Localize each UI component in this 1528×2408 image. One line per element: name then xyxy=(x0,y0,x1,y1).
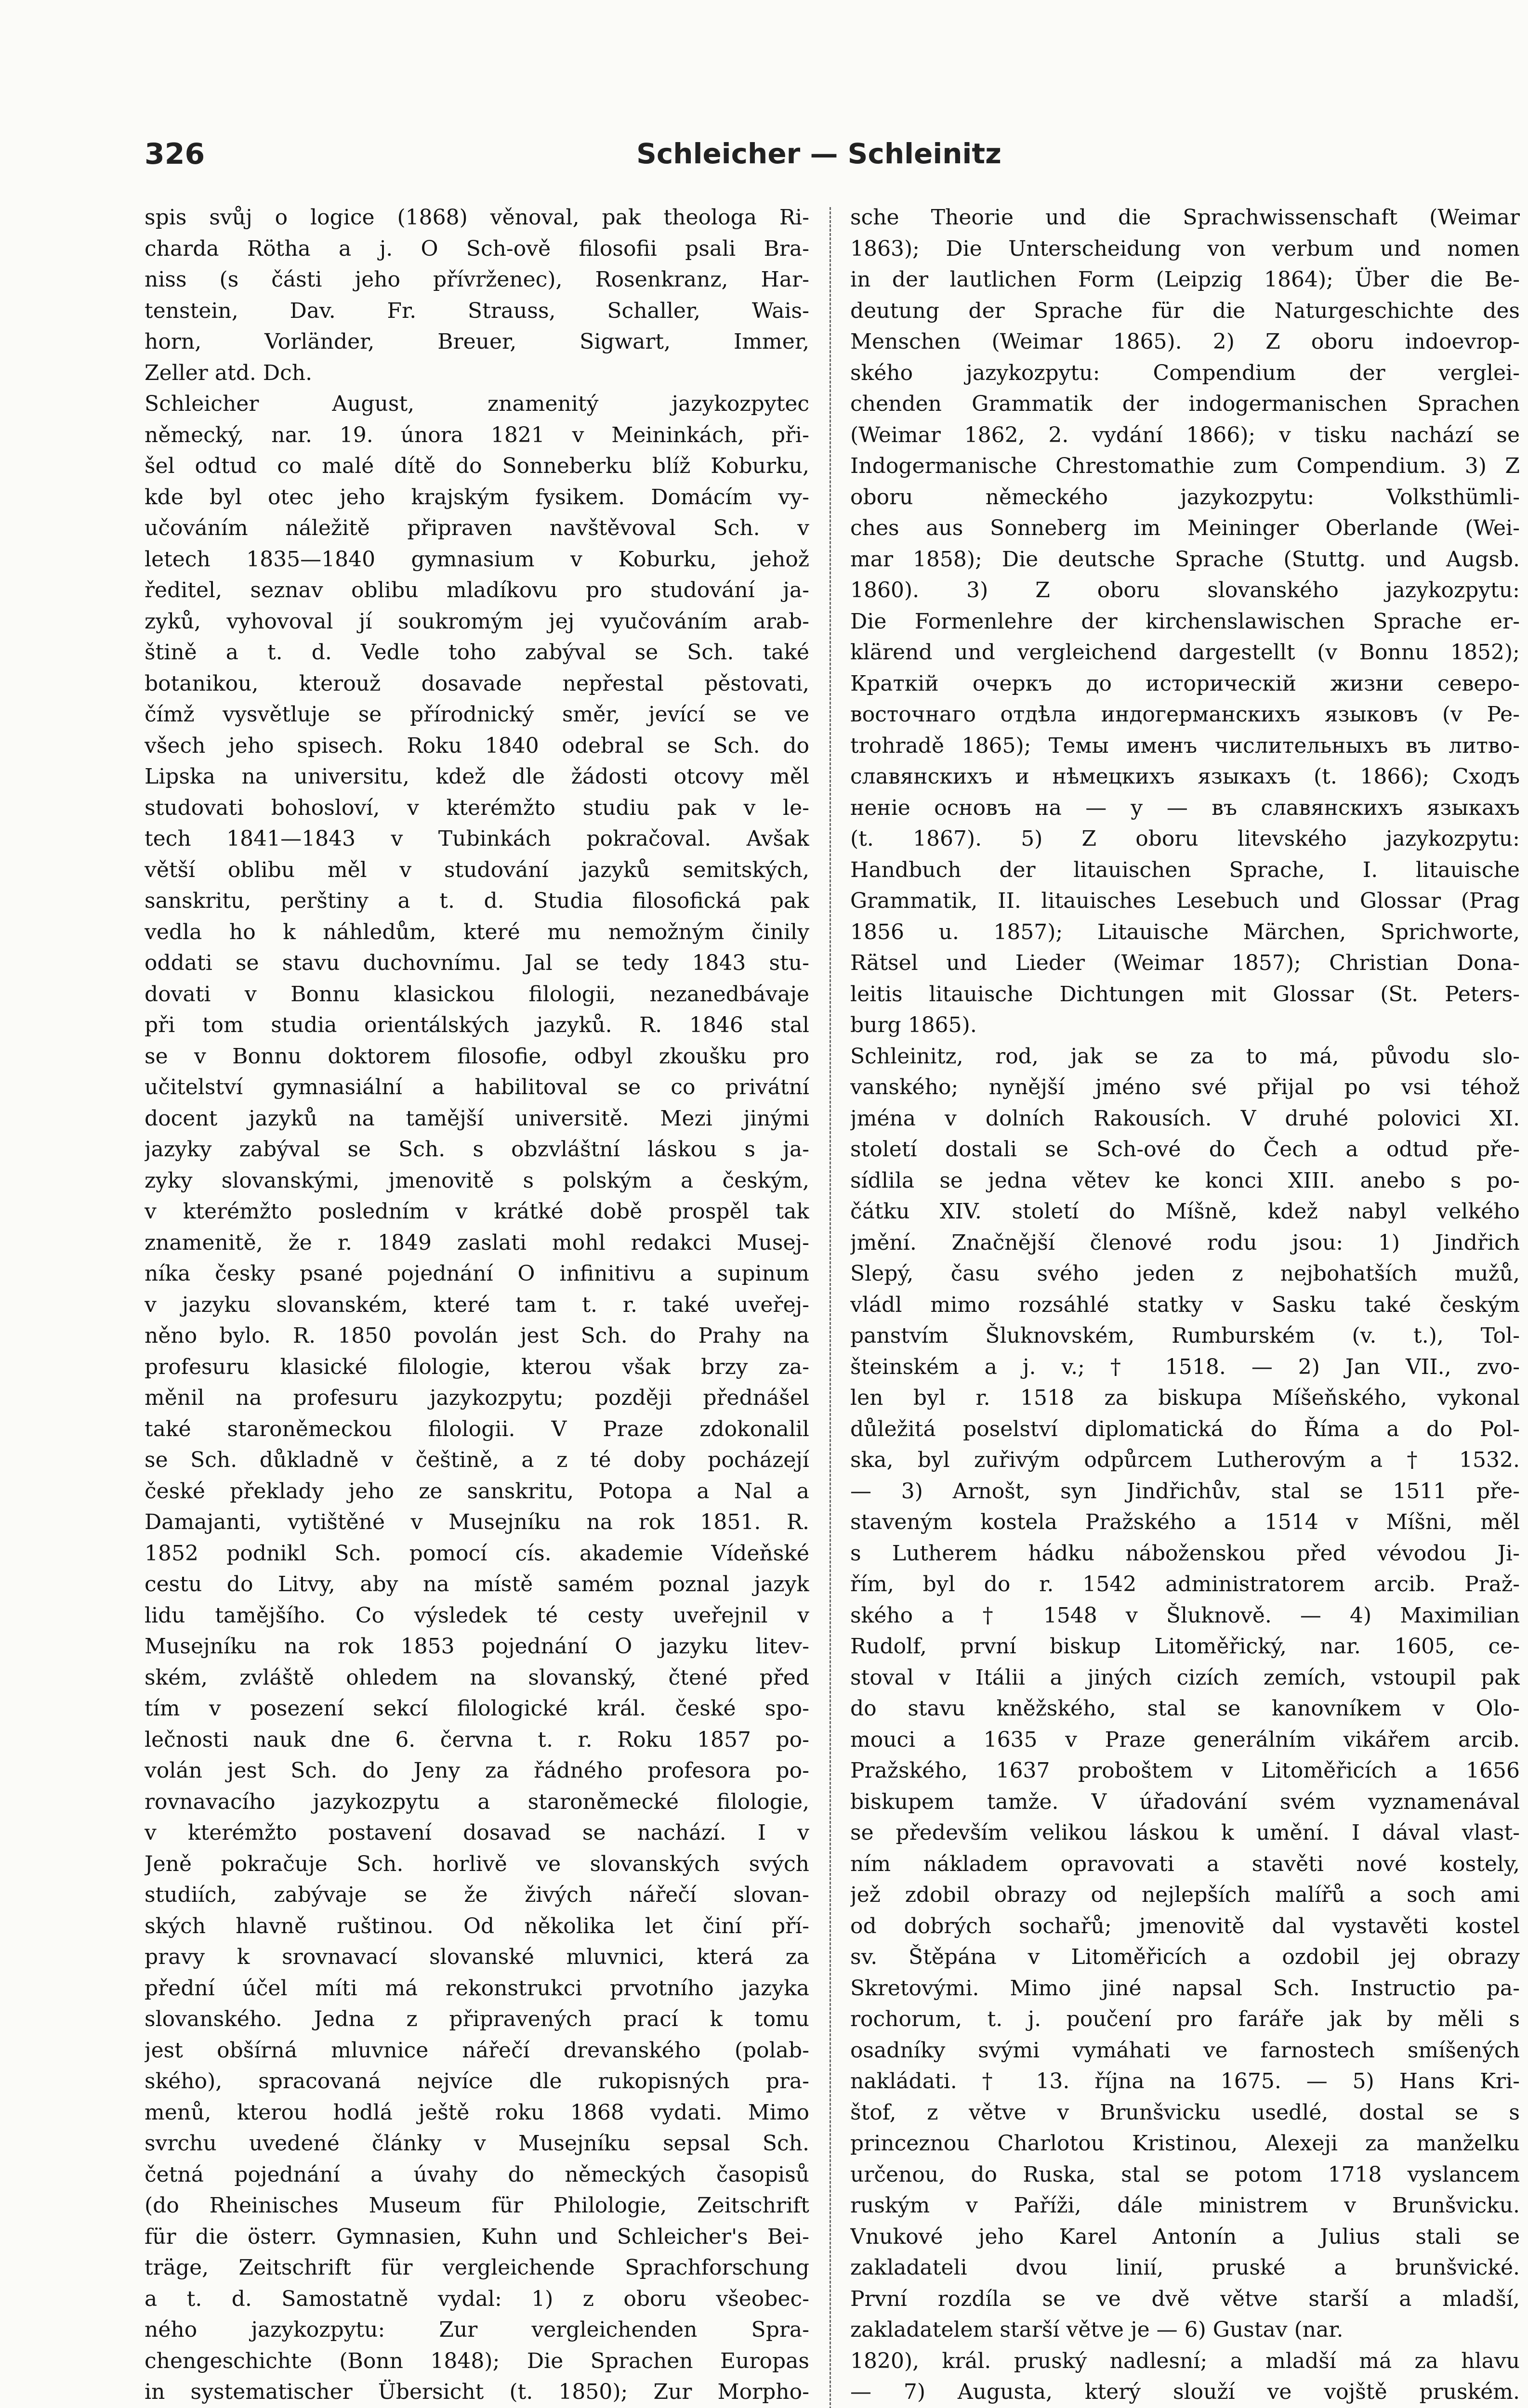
text-line: ruským v Paříži, dále ministrem v Brunšvicku. xyxy=(850,2193,1520,2218)
text-line: zyky slovanskými, jmenovitě s polským a českým, xyxy=(145,1168,809,1193)
text-line: jest obšírná mluvnice nářečí drevanského (polab- xyxy=(145,2038,809,2063)
text-line: určenou, do Ruska, stal se potom 1718 vyslancem xyxy=(850,2162,1520,2187)
text-line: osadníky svými vymáhati ve farnostech smíšených xyxy=(850,2038,1520,2063)
text-line: trohradě 1865); Темы именъ числительныхъ въ литво- xyxy=(850,733,1520,758)
text-line: (Weimar 1862, 2. vydání 1866); v tisku nachází se xyxy=(850,422,1520,447)
text-line: princeznou Charlotou Kristinou, Alexeji za manželku xyxy=(850,2131,1520,2156)
text-line: s Lutherem hádku náboženskou před vévodou Ji- xyxy=(850,1541,1520,1566)
text-line: učováním náležitě připraven navštěvoval Sch. v xyxy=(145,516,809,540)
text-line: charda Rötha a j. O Sch-ově filosofii psali Bra- xyxy=(145,236,809,261)
text-line: jazyky zabýval se Sch. s obzvláštní láskou s ja- xyxy=(145,1137,809,1162)
text-line: ska, byl zuřivým odpůrcem Lutherovým a † 1532. xyxy=(850,1448,1520,1472)
text-line: chenden Grammatik der indogermanischen Sprachen xyxy=(850,392,1520,416)
text-line: horn, Vorländer, Breuer, Sigwart, Immer, xyxy=(145,329,809,354)
text-line: tím v posezení sekcí filologické král. české spo- xyxy=(145,1696,809,1721)
text-line: Indogermanische Chrestomathie zum Compendium. 3) Z xyxy=(850,454,1520,478)
text-line: německý, nar. 19. února 1821 v Meininkách, při- xyxy=(145,422,809,447)
text-line: sv. Štěpána v Litoměřicích a ozdobil jej obrazy xyxy=(850,1945,1520,1969)
text-line: níka česky psané pojednání O infinitivu a supinum xyxy=(145,1261,809,1286)
text-line: zakladateli dvou linií, pruské a brunšvické. xyxy=(850,2255,1520,2280)
text-line: Slepý, času svého jeden z nejbohatších mužů, xyxy=(850,1261,1520,1286)
text-line: dovati v Bonnu klasickou filologii, nezanedbávaje xyxy=(145,982,809,1007)
text-line: v kterémžto posledním v krátké době prospěl tak xyxy=(145,1199,809,1224)
text-line: jména v dolních Rakousích. V druhé polovici XI. xyxy=(850,1106,1520,1131)
text-line: sche Theorie und die Sprachwissenschaft (Weimar xyxy=(850,205,1520,230)
text-line: spis svůj o logice (1868) věnoval, pak theologa Ri- xyxy=(145,205,809,230)
text-line: větší oblibu měl v studování jazyků semitských, xyxy=(145,857,809,882)
text-line: vládl mimo rozsáhlé statky v Sasku také českým xyxy=(850,1292,1520,1317)
text-line: slovanského. Jedna z připravených prací k tomu xyxy=(145,2007,809,2031)
text-line: leitis litauische Dichtungen mit Glossar (St. Peters- xyxy=(850,982,1520,1007)
text-line: šel odtud co malé dítě do Sonneberku blíž Koburku, xyxy=(145,454,809,478)
text-line: in der lautlichen Form (Leipzig 1864); Über die Be- xyxy=(850,267,1520,292)
text-line: Lipska na universitu, kdež dle žádosti otcovy měl xyxy=(145,764,809,789)
text-line: přední účel míti má rekonstrukci prvotního jazyka xyxy=(145,1976,809,2001)
running-head: Schleicher — Schleinitz xyxy=(636,137,1001,170)
text-line: zakladatelem starší větve je — 6) Gustav (nar. xyxy=(850,2317,1344,2342)
text-line: Handbuch der litauischen Sprache, I. litauische xyxy=(850,857,1520,882)
text-line: ním nákladem opravovati a stavěti nové kostely, xyxy=(850,1851,1520,1876)
text-line: (do Rheinisches Museum für Philologie, Zeitschrift xyxy=(145,2193,809,2218)
text-line: botanikou, kterouž dosavade nepřestal pěstovati, xyxy=(145,671,809,696)
text-line: klärend und vergleichend dargestellt (v Bonnu 1852); xyxy=(850,640,1520,665)
text-line: biskupem tamže. V úřadování svém vyznamenával xyxy=(850,1789,1520,1814)
text-line: niss (s části jeho přívrženec), Rosenkranz, Har- xyxy=(145,267,809,292)
text-line: Skretovými. Mimo jiné napsal Sch. Instructio pa- xyxy=(850,1976,1520,2001)
text-line: 1863); Die Unterscheidung von verbum und nomen xyxy=(850,236,1520,261)
text-line: Rätsel und Lieder (Weimar 1857); Christian Dona- xyxy=(850,951,1520,975)
text-line: a t. d. Samostatně vydal: 1) z oboru všeobec- xyxy=(145,2286,809,2311)
text-line: profesuru klasické filologie, kterou však brzy za- xyxy=(145,1354,809,1379)
text-line: docent jazyků na tamější universitě. Mezi jinými xyxy=(145,1106,809,1131)
text-line: jmění. Značnější členové rodu jsou: 1) Jindřich xyxy=(850,1230,1520,1255)
text-line: čátku XIV. století do Míšně, kdež nabyl velkého xyxy=(850,1199,1520,1224)
text-line: studovati bohosloví, v kterémžto studiu pak v le- xyxy=(145,795,809,820)
text-line: tech 1841—1843 v Tubinkách pokračoval. Avšak xyxy=(145,826,809,851)
text-line: Menschen (Weimar 1865). 2) Z oboru indoevrop- xyxy=(850,329,1520,354)
text-line: (t. 1867). 5) Z oboru litevského jazykozpytu: xyxy=(850,826,1520,851)
right-column xyxy=(850,202,1520,2408)
text-line: — 3) Arnošt, syn Jindřichův, stal se 1511 pře- xyxy=(850,1479,1520,1504)
text-line: v kterémžto postavení dosavad se nachází. I v xyxy=(145,1820,809,1845)
text-line: nakládati. † 13. října na 1675. — 5) Hans Kri- xyxy=(850,2069,1520,2094)
text-line: tenstein, Dav. Fr. Strauss, Schaller, Wais- xyxy=(145,298,809,323)
text-line: Rudolf, první biskup Litoměřický, nar. 1605, ce- xyxy=(850,1634,1520,1659)
text-line: славянскихъ и нѣмецкихъ языкахъ (t. 1866); Сходъ xyxy=(850,764,1520,789)
text-line: panstvím Šluknovském, Rumburském (v. t.), Tol- xyxy=(850,1323,1520,1348)
text-line: do stavu kněžského, stal se kanovníkem v Olo- xyxy=(850,1696,1520,1721)
left-column xyxy=(145,202,809,2408)
text-line: se v Bonnu doktorem filosofie, odbyl zkoušku pro xyxy=(145,1044,809,1069)
text-line: rochorum, t. j. poučení pro faráře jak by měli s xyxy=(850,2007,1520,2031)
text-line: lidu tamějšího. Co výsledek té cesty uveřejnil v xyxy=(145,1603,809,1628)
text-line: Vnukové jeho Karel Antonín a Julius stali se xyxy=(850,2224,1520,2249)
text-line: Damajanti, vytištěné v Musejníku na rok 1851. R. xyxy=(145,1510,809,1534)
text-line: stoval v Itálii a jiných cizích zemích, vstoupil pak xyxy=(850,1665,1520,1690)
text-line: se Sch. důkladně v češtině, a z té doby pocházejí xyxy=(145,1448,809,1472)
text-line: štině a t. d. Vedle toho zabýval se Sch. také xyxy=(145,640,809,665)
text-line: v jazyku slovanském, které tam t. r. také uveřej- xyxy=(145,1292,809,1317)
text-line: se především velikou láskou k umění. I dával vlast- xyxy=(850,1820,1520,1845)
text-line: ředitel, seznav oblibu mladíkovu pro studování ja- xyxy=(145,578,809,602)
text-line: rovnavacího jazykozpytu a staroněmecké filologie, xyxy=(145,1789,809,1814)
text-line: Die Formenlehre der kirchenslawischen Sprache er- xyxy=(850,609,1520,634)
text-line: ného jazykozpytu: Zur vergleichenden Spra- xyxy=(145,2317,809,2342)
text-line: století dostali se Sch-ové do Čech a odtud pře- xyxy=(850,1137,1520,1162)
text-line: pravy k srovnavací slovanské mluvnici, která za xyxy=(145,1945,809,1969)
text-line: kde byl otec jeho krajským fysikem. Domácím vy- xyxy=(145,484,809,510)
text-line: ského a † 1548 v Šluknově. — 4) Maximilian xyxy=(850,1603,1520,1628)
column-divider xyxy=(830,207,831,2408)
text-line: měnil na profesuru jazykozpytu; později přednášel xyxy=(145,1386,809,1410)
text-line: lečnosti nauk dne 6. června t. r. Roku 1857 po- xyxy=(145,1727,809,1752)
text-line: Jeně pokračuje Sch. horlivě ve slovanských svých xyxy=(145,1851,809,1876)
text-line: burg 1865). xyxy=(850,1013,977,1037)
text-line: české překlady jeho ze sanskritu, Potopa a Nal a xyxy=(145,1479,809,1504)
text-line: Grammatik, II. litauisches Lesebuch und Glossar (Prag xyxy=(850,889,1520,913)
text-line: Zeller atd. Dch. xyxy=(145,360,313,385)
text-line: Pražského, 1637 proboštem v Litoměřicích a 1656 xyxy=(850,1758,1520,1783)
text-line: Musejníku na rok 1853 pojednání O jazyku litev- xyxy=(145,1634,809,1659)
text-line: důležitá poselství diplomatická do Říma a do Pol- xyxy=(850,1416,1520,1441)
text-line: jež zdobil obrazy od nejlepších malířů a soch ami xyxy=(850,1883,1520,1907)
text-line: für die österr. Gymnasien, Kuhn und Schleicher's Bei- xyxy=(145,2224,809,2249)
text-line: svrchu uvedené články v Musejníku sepsal Sch. xyxy=(145,2131,809,2156)
text-line: ských hlavně ruštinou. Od několika let činí pří- xyxy=(145,1913,809,1938)
text-line: cestu do Litvy, aby na místě samém poznal jazyk xyxy=(145,1572,809,1597)
text-line: sídlila se jedna větev ke konci XIII. anebo s po- xyxy=(850,1168,1520,1193)
text-line: řím, byl do r. 1542 administratorem arcib. Praž- xyxy=(850,1572,1520,1597)
text-line: štof, z větve v Brunšvicku usedlé, dostal se s xyxy=(850,2100,1520,2125)
page-header xyxy=(145,137,1493,190)
text-line: znamenitě, že r. 1849 zaslati mohl redakci Musej- xyxy=(145,1230,809,1255)
text-line: 1820), král. pruský nadlesní; a mladší má za hlavu xyxy=(850,2348,1520,2373)
text-line: in systematischer Übersicht (t. 1850); Zur Morpho- xyxy=(145,2380,809,2404)
text-line: První rozdíla se ve dvě větve starší a mladší, xyxy=(850,2286,1520,2311)
page-number: 326 xyxy=(145,137,205,171)
text-line: 1856 u. 1857); Litauische Märchen, Sprichworte, xyxy=(850,919,1520,944)
text-line: všech jeho spisech. Roku 1840 odebral se Sch. do xyxy=(145,733,809,758)
text-line: Краткій очеркъ до историческій жизни северо- xyxy=(850,671,1520,696)
text-line: 1852 podnikl Sch. pomocí cís. akademie Vídeňské xyxy=(145,1541,809,1566)
text-line: ského), spracovaná nejvíce dle rukopisných pra- xyxy=(145,2069,809,2094)
text-line: staveným kostela Pražského a 1514 v Míšni, měl xyxy=(850,1510,1520,1534)
text-line: chengeschichte (Bonn 1848); Die Sprachen Europas xyxy=(145,2348,809,2373)
text-line: mar 1858); Die deutsche Sprache (Stuttg. und Augsb. xyxy=(850,547,1520,572)
text-line: oboru německého jazykozpytu: Volksthümli- xyxy=(850,484,1520,510)
text-line: len byl r. 1518 za biskupa Míšeňského, vykonal xyxy=(850,1386,1520,1410)
text-line: ches aus Sonneberg im Meininger Oberlande (Wei- xyxy=(850,516,1520,540)
text-line: studiích, zabývaje se že živých nářečí slovan- xyxy=(145,1883,809,1907)
text-line: Schleinitz, rod, jak se za to má, původu slo- xyxy=(850,1044,1520,1069)
text-line: träge, Zeitschrift für vergleichende Sprachforschung xyxy=(145,2255,809,2280)
text-line: vanského; nynější jméno své přijal po vsi téhož xyxy=(850,1075,1520,1099)
text-line: šteinském a j. v.; † 1518. — 2) Jan VII., zvo- xyxy=(850,1354,1520,1379)
text-line: неніе основъ на — у — въ славянскихъ языкахъ xyxy=(850,795,1520,820)
text-line: volán jest Sch. do Jeny za řádného profesora po- xyxy=(145,1758,809,1783)
text-line: sanskritu, perštiny a t. d. Studia filosofická pak xyxy=(145,889,809,913)
text-line: Schleicher August, znamenitý jazykozpytec xyxy=(145,392,809,416)
text-line: mouci a 1635 v Praze generálním vikářem arcib. xyxy=(850,1727,1520,1752)
text-line: četná pojednání a úvahy do německých časopisů xyxy=(145,2162,809,2187)
text-line: zyků, vyhovoval jí soukromým jej vyučováním arab- xyxy=(145,609,809,634)
text-line: něno bylo. R. 1850 povolán jest Sch. do Prahy na xyxy=(145,1323,809,1348)
text-line: ském, zvláště ohledem na slovanský, čtené před xyxy=(145,1665,809,1690)
text-line: letech 1835—1840 gymnasium v Koburku, jehož xyxy=(145,547,809,572)
text-line: ského jazykozpytu: Compendium der verglei- xyxy=(850,360,1520,385)
text-line: 1860). 3) Z oboru slovanského jazykozpytu: xyxy=(850,578,1520,602)
text-line: menů, kterou hodlá ještě roku 1868 vydati. Mimo xyxy=(145,2100,809,2125)
text-line: při tom studia orientálských jazyků. R. 1846 stal xyxy=(145,1013,809,1037)
text-line: oddati se stavu duchovnímu. Jal se tedy 1843 stu- xyxy=(145,951,809,975)
text-line: deutung der Sprache für die Naturgeschichte des xyxy=(850,298,1520,323)
text-line: čímž vysvětluje se přírodnický směr, jevící se ve xyxy=(145,702,809,727)
text-line: vedla ho k náhledům, které mu nemožným činily xyxy=(145,919,809,944)
text-line: také staroněmeckou filologii. V Praze zdokonalil xyxy=(145,1416,809,1441)
text-line: od dobrých sochařů; jmenovitě dal vystavěti kostel xyxy=(850,1913,1520,1938)
text-line: — 7) Augusta, který slouží ve vojště pruském. xyxy=(850,2380,1520,2404)
text-line: učitelství gymnasiální a habilitoval se co privátní xyxy=(145,1075,809,1099)
text-line: восточнаго отдѣла индогерманскихъ языковъ (v Pe- xyxy=(850,702,1520,727)
